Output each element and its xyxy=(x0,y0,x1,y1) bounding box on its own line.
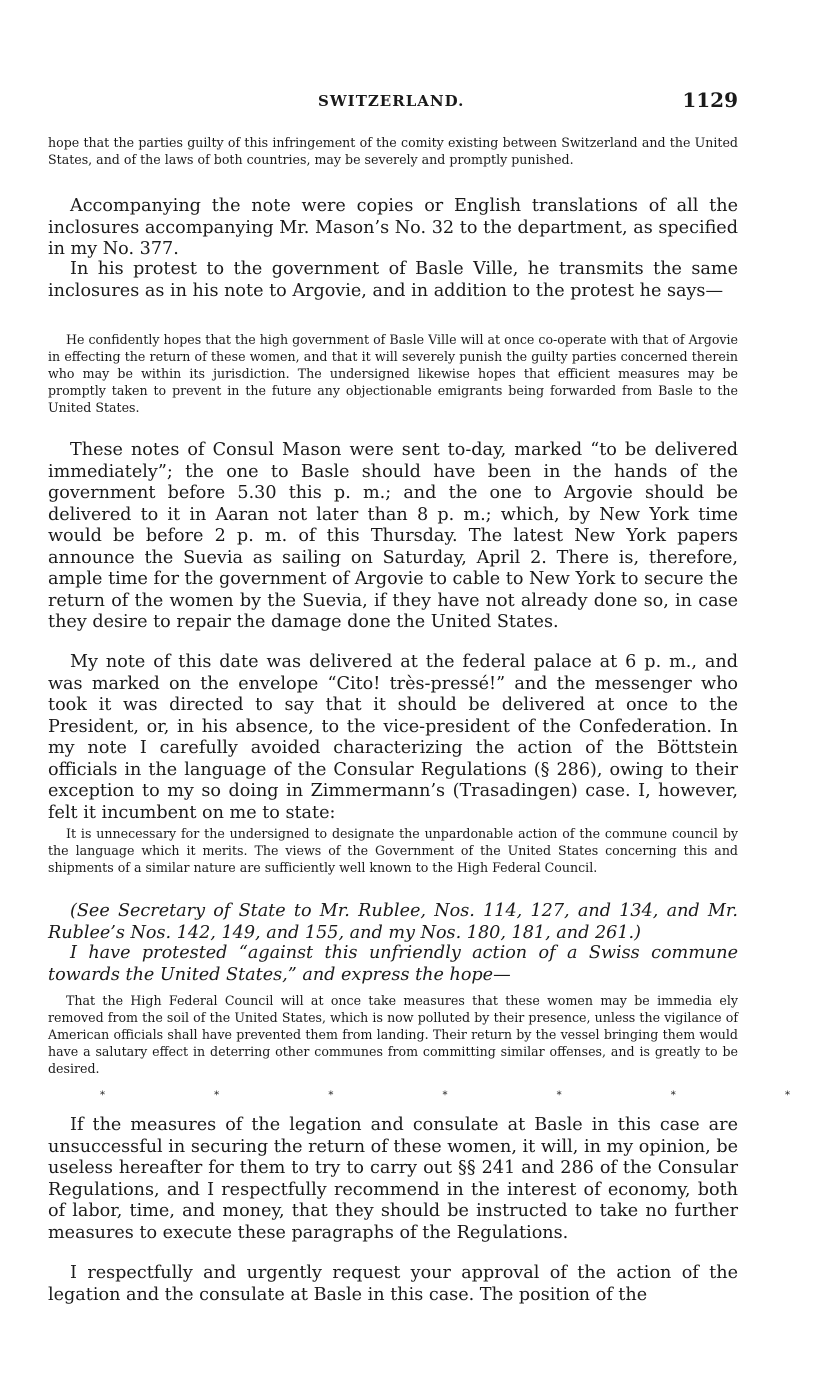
star: * xyxy=(442,1090,448,1101)
running-head: SWITZERLAND. xyxy=(318,92,465,110)
paragraph-basle-protest: In his protest to the government of Basle Ville, he transmits the same inclosures as in his note to Argovie, and in addition to the protest he says— xyxy=(48,259,738,301)
page-number: 1129 xyxy=(682,88,738,112)
paragraph-protested: I have protested “against this unfriendly action of a Swiss commune towards the United States,” and express the hope— xyxy=(48,943,738,985)
paragraph-recommendation: If the measures of the legation and consulate at Basle in this case are unsuccessful in securing the return of these women, it will, in my opinion, be useless hereafter for them to try to carry out §§ 241 and 286 of the Consular Regulations, and I respectfully recommend in the interest of economy, both of labor, time, and money, that they should be instructed to take no further measures to execute these paragraphs of the Regulations. xyxy=(48,1115,738,1243)
star: * xyxy=(100,1090,105,1101)
page-header xyxy=(48,88,738,118)
paragraph-my-note: My note of this date was delivered at the federal palace at 6 p. m., and was marked on the envelope “Cito! très-pressé!” and the messenger who took it was directed to say that it should be delivered at once to the President, or, in his absence, to the vice-president of the Confederation. In my note I carefully avoided characterizing the action of the Böttstein officials in the language of the Consular Regulations (§ 286), owing to their exception to my so doing in Zimmermann’s (Trasadingen) case. I, however, felt it incumbent on me to state: xyxy=(48,652,738,823)
star: * xyxy=(556,1090,562,1101)
star: * xyxy=(328,1090,334,1101)
paragraph-continuation: hope that the parties guilty of this infringement of the comity existing between Switzerland and the United States, and of the laws of both countries, may be severely and promptly punished. xyxy=(48,135,738,167)
ellipsis-stars xyxy=(48,1090,830,1104)
quote-high-federal-council: That the High Federal Council will at once take measures that these women may be immedia ely removed from the soil of the United States, which is now polluted by their presence, unless the vigilance of American officials shall have prevented them from landing. Their return by the vessel bringing them would have a salutary effect in deterring other communes from committing similar offenses, and is greatly to be desired. xyxy=(48,993,738,1076)
star: * xyxy=(670,1090,676,1101)
paragraph-see-references: (See Secretary of State to Mr. Rublee, Nos. 114, 127, and 134, and Mr. Rublee’s Nos. 142, 149, and 155, and my Nos. 180, 181, and 261.) xyxy=(48,901,738,943)
quote-basle-ville: He confidently hopes that the high government of Basle Ville will at once co-operate with that of Argovie in effecting the return of these women, and that it will severely punish the guilty parties concerned therein who may be within its jurisdiction. The undersigned likewise hopes that efficient measures may be promptly taken to prevent in the future any objectionable emigrants being forwarded from Basle to the United States. xyxy=(48,332,738,415)
paragraph-consul-notes: These notes of Consul Mason were sent to-day, marked “to be delivered immediately”; the one to Basle should have been in the hands of the government before 5.30 this p. m.; and the one to Argovie should be delivered to it in Aaran not later than 8 p. m.; which, by New York time would be before 2 p. m. of this Thursday. The latest New York papers announce the Suevia as sailing on Saturday, April 2. There is, therefore, ample time for the government of Argovie to cable to New York to secure the return of the women by the Suevia, if they have not already done so, in case they desire to repair the damage done the United States. xyxy=(48,440,738,632)
star: * xyxy=(784,1090,790,1101)
quote-unpardonable-action: It is unnecessary for the undersigned to designate the unpardonable action of the commune council by the language which it merits. The views of the Government of the United States concerning this and shipments of a similar nature are sufficiently well known to the High Federal Council. xyxy=(48,826,738,875)
paragraph-accompanying-note: Accompanying the note were copies or English translations of all the inclosures accompanying Mr. Mason’s No. 32 to the department, as specified in my No. 377. xyxy=(48,196,738,259)
paragraph-approval-request: I respectfully and urgently request your approval of the action of the legation and the consulate at Basle in this case. The position of the xyxy=(48,1263,738,1305)
star: * xyxy=(214,1090,220,1101)
